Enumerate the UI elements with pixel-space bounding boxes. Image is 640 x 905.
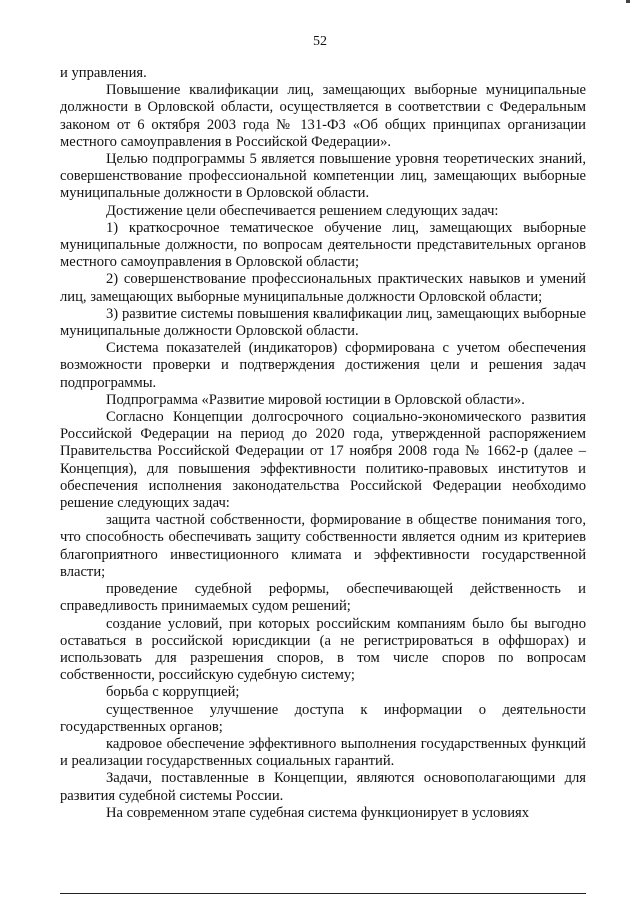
list-item-jurisdiction: создание условий, при которых российским компаниям было бы выгодно оставаться в российской юрисдикции (а не регистрироваться в оффшорах) и использовать для разрешения споров, в том числе споров по вопросам собственности, российскую судебную систему; (60, 615, 586, 684)
paragraph-indicators: Система показателей (индикаторов) сформирована с учетом обеспечения возможности проверки и подтверждения достижения цели и решения задач подпрограммы. (60, 340, 586, 391)
list-item-anticorruption: борьба с коррупцией; (106, 684, 240, 701)
list-item-information-access: существенное улучшение доступа к информации о деятельности государственных органов; (60, 701, 586, 735)
scan-corner-mark (626, 0, 630, 3)
list-item-task-3: 3) развитие системы повышения квалификации лиц, замещающих выборные муниципальные должности Орловской области. (60, 305, 586, 340)
paragraph-continuation: и управления. (60, 65, 147, 81)
page-number: 52 (313, 34, 327, 49)
list-item-task-1: 1) краткосрочное тематическое обучение лиц, замещающих выборные муниципальные должности, по вопросам деятельности представительных органов местного самоуправления в Орловской области; (60, 219, 586, 271)
paragraph-tasks-intro: Достижение цели обеспечивается решением следующих задач: (106, 202, 499, 219)
list-item-task-2: 2) совершенствование профессиональных практических навыков и умений лиц, замещающих выборные муниципальные должности Орловской области; (60, 271, 586, 305)
bottom-rule (60, 893, 586, 894)
paragraph-goal: Целью подпрограммы 5 является повышение уровня теоретических знаний, совершенствование профессиональной компетенции лиц, замещающих выборные муниципальные должности в Орловской области. (60, 151, 586, 202)
list-item-property-protection: защита частной собственности, формирование в обществе понимания того, что способность обеспечивать защиту собственности является одним из критериев благоприятного инвестиционного климата и эффективности государственной власти; (60, 512, 586, 580)
paragraph-concept: Согласно Концепции долгосрочного социально-экономического развития Российской Федерации на период до 2020 года, утвержденной распоряжением Правительства Российской Федерации от 17 ноября 2008 года № 1662-р (далее – Концепция), для повышения эффективности политико-правовых институтов и обеспечения исполнения законодательства Российской Федерации необходимо решение следующих задач: (60, 409, 586, 512)
paragraph-concept-tasks: Задачи, поставленные в Концепции, являются основополагающими для развития судебной системы России. (60, 770, 586, 804)
subprogram-heading: Подпрограмма «Развитие мировой юстиции в Орловской области». (106, 391, 525, 408)
list-item-judicial-reform: проведение судебной реформы, обеспечивающей действенность и справедливость принимаемых судом решений; (60, 581, 586, 615)
paragraph-current-stage: На современном этапе судебная система функционирует в условиях (106, 804, 530, 821)
list-item-staffing: кадровое обеспечение эффективного выполнения государственных функций и реализации государственных социальных гарантий. (60, 735, 586, 770)
paragraph-qualification: Повышение квалификации лиц, замещающих выборные муниципальные должности в Орловской области, осуществляется в соответствии с Федеральным законом от 6 октября 2003 года № 131-ФЗ «Об общих принципах организации местного самоуправления в Российской Федерации». (60, 82, 586, 150)
document-body (60, 65, 586, 822)
